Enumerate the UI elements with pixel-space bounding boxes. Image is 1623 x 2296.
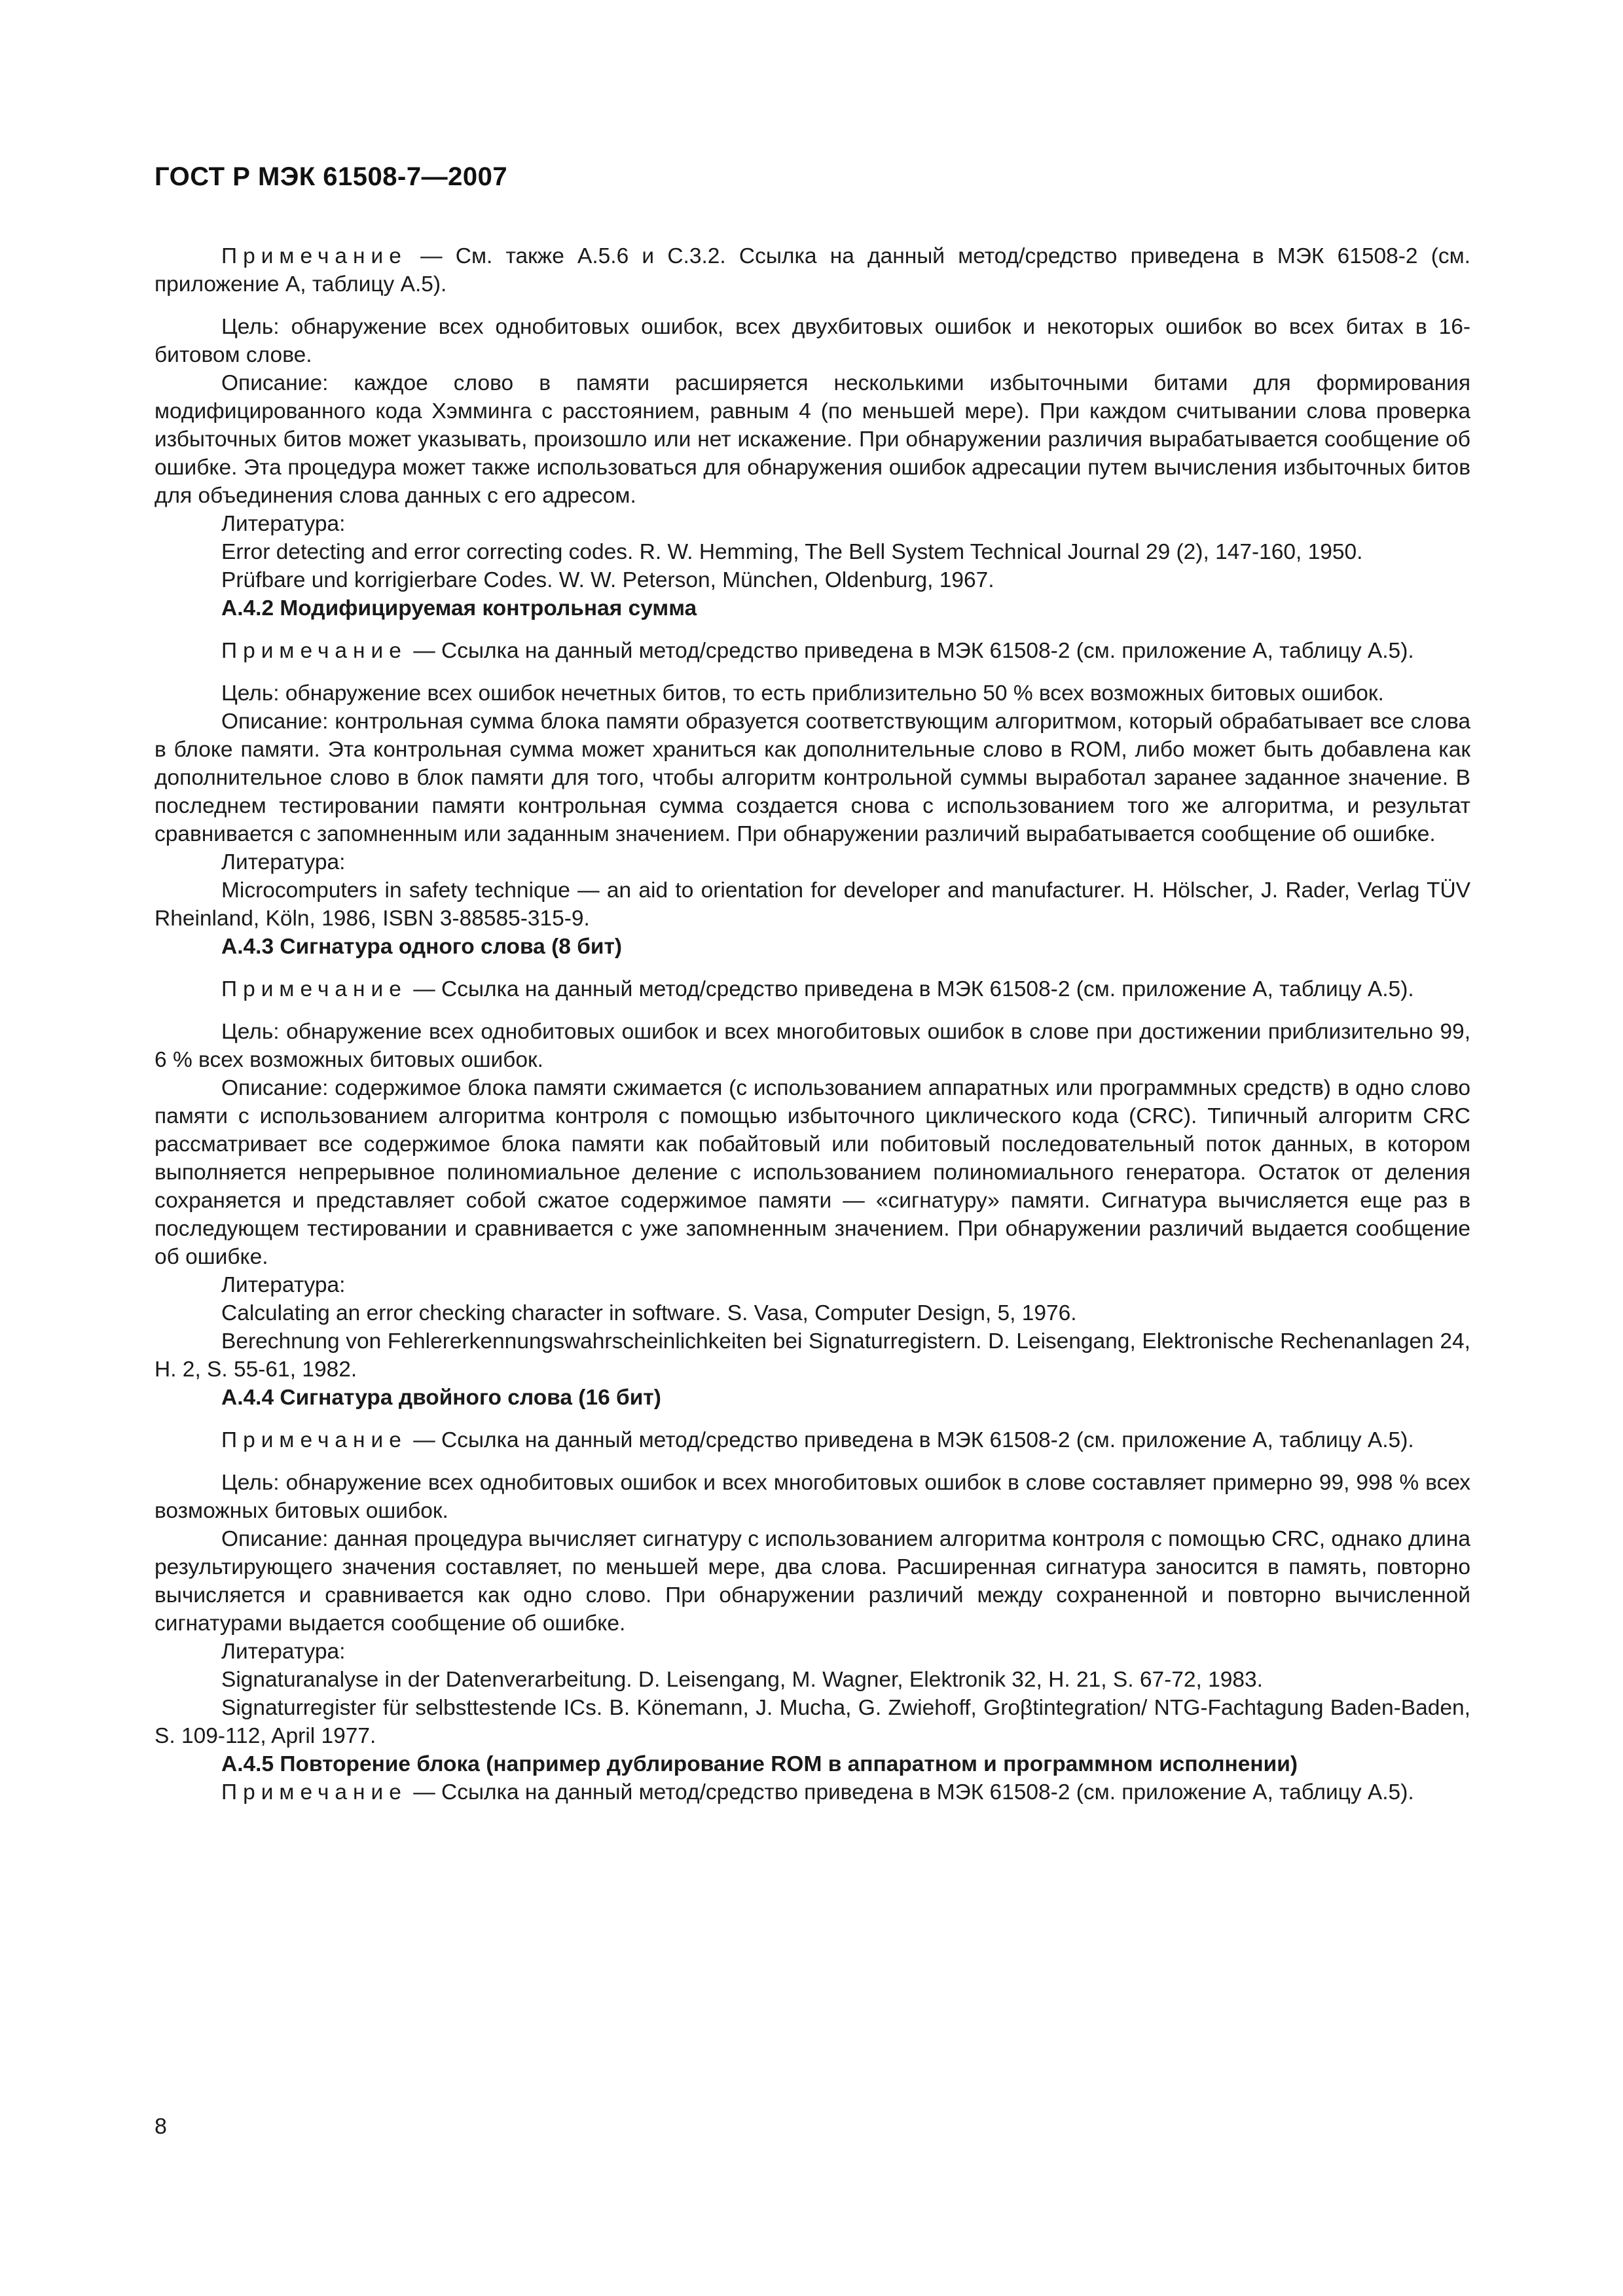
note-text: — Ссылка на данный метод/средство приведена в МЭК 61508-2 (см. приложение А, таблицу А.5).: [413, 1780, 1414, 1804]
reference-item: Signaturanalyse in der Datenverarbeitung. D. Leisengang, M. Wagner, Elektronik 32, H. 21, S. 67-72, 1983.: [221, 1668, 1263, 1692]
page-number: 8: [155, 2114, 167, 2139]
reference-item: Berechnung von Fehlererkennungswahrscheinlichkeiten bei Signaturregistern. D. Leisengang, Elektronische Rechenanlagen 24, H. 2, S. 55-61, 1982.: [155, 1329, 1470, 1382]
note-label: Примечание: [221, 639, 407, 663]
literature-label: Литература:: [221, 1640, 346, 1664]
note-text: — Ссылка на данный метод/средство приведена в МЭК 61508-2 (см. приложение А, таблицу А.5).: [413, 977, 1414, 1001]
purpose-paragraph: Цель: обнаружение всех однобитовых ошибок, всех двухбитовых ошибок и некоторых ошибок во всех битах в 16-битовом слове.: [155, 315, 1470, 367]
description-paragraph: Описание: контрольная сумма блока памяти образуется соответствующим алгоритмом, который обрабатывает все слова в блоке памяти. Эта контрольная сумма может храниться как дополнительные слово в ROM, либо может быть добавлена как дополнительное слово в блок памяти для того, чтобы алгоритм контрольной суммы выработал заранее заданное значение. В последнем тестировании памяти контрольная сумма создается снова с использованием того же алгоритма, и результат сравнивается с запомненным или заданным значением. При обнаружении различий вырабатывается сообщение об ошибке.: [155, 709, 1470, 846]
note-paragraph: [155, 975, 1470, 1003]
description-paragraph: Описание: содержимое блока памяти сжимается (с использованием аппаратных или программных средств) в одно слово памяти с использованием алгоритма контроля с помощью избыточного циклического кода (CRC). Типичный алгоритм CRC рассматривает все содержимое блока памяти как побайтовый или побитовый последовательный поток данных, в котором выполняется непрерывное полиномиальное деление с использованием полиномиального генератора. Остаток от деления сохраняется и представляет собой сжатое содержимое памяти — «сигнатуру» памяти. Сигнатура вычисляется еще раз в последующем тестировании и сравнивается с уже запомненным значением. При обнаружении различий выдается сообщение об ошибке.: [155, 1076, 1470, 1269]
reference-item: Calculating an error checking character in software. S. Vasa, Computer Design, 5, 1976.: [221, 1301, 1077, 1325]
note-paragraph: [155, 1426, 1470, 1454]
note-paragraph: [155, 242, 1470, 298]
literature-label: Литература:: [221, 850, 346, 874]
purpose-paragraph: Цель: обнаружение всех однобитовых ошибок и всех многобитовых ошибок в слове при достижении приблизительно 99, 6 % всех возможных битовых ошибок.: [155, 1020, 1470, 1072]
section-heading-a42: А.4.2 Модифицируемая контрольная сумма: [221, 596, 697, 620]
description-paragraph: Описание: данная процедура вычисляет сигнатуру с использованием алгоритма контроля с помощью CRC, однако длина результирующего значения составляет, по меньшей мере, два слова. Расширенная сигнатура заносится в память, повторно вычисляется и сравнивается как одно слово. При обнаружении различий между сохраненной и повторно вычисленной сигнатурами выдается сообщение об ошибке.: [155, 1527, 1470, 1636]
note-label: Примечание: [221, 1780, 407, 1804]
literature-label: Литература:: [221, 1273, 346, 1297]
literature-label: Литература:: [221, 512, 346, 536]
note-label: Примечание: [221, 244, 407, 268]
purpose-paragraph: Цель: обнаружение всех ошибок нечетных битов, то есть приблизительно 50 % всех возможных битовых ошибок.: [221, 681, 1384, 706]
note-text: — Ссылка на данный метод/средство приведена в МЭК 61508-2 (см. приложение А, таблицу А.5).: [413, 1428, 1414, 1452]
reference-item: Microcomputers in safety technique — an aid to orientation for developer and manufacturer. H. Hölscher, J. Rader, Verlag TÜV Rheinland, Köln, 1986, ISBN 3-88585-315-9.: [155, 878, 1470, 931]
section-heading-a44: А.4.4 Сигнатура двойного слова (16 бит): [221, 1386, 661, 1410]
note-label: Примечание: [221, 977, 407, 1001]
section-heading-a45: А.4.5 Повторение блока (например дублирование ROM в аппаратном и программном исполнении): [221, 1752, 1298, 1776]
document-body: [155, 242, 1470, 1806]
note-text: — См. также А.5.6 и С.3.2. Ссылка на данный метод/средство приведена в МЭК 61508-2 (см. приложение А, таблицу А.5).: [155, 244, 1470, 296]
purpose-paragraph: Цель: обнаружение всех однобитовых ошибок и всех многобитовых ошибок в слове составляет примерно 99, 998 % всех возможных битовых ошибок.: [155, 1471, 1470, 1523]
note-paragraph: [155, 1778, 1470, 1806]
reference-item: Prüfbare und korrigierbare Codes. W. W. Peterson, München, Oldenburg, 1967.: [221, 568, 994, 592]
note-label: Примечание: [221, 1428, 407, 1452]
document-header: ГОСТ Р МЭК 61508-7—2007: [155, 162, 508, 191]
reference-item: Signaturregister für selbsttestende ICs. B. Könemann, J. Mucha, G. Zwiehoff, Groβtintegration/ NTG-Fachtagung Baden-Baden, S. 109-112, April 1977.: [155, 1696, 1470, 1748]
section-heading-a43: А.4.3 Сигнатура одного слова (8 бит): [221, 935, 623, 959]
reference-item: Error detecting and error correcting codes. R. W. Hemming, The Bell System Technical Journal 29 (2), 147-160, 1950.: [221, 540, 1363, 564]
note-text: — Ссылка на данный метод/средство приведена в МЭК 61508-2 (см. приложение А, таблицу А.5).: [413, 639, 1414, 663]
description-paragraph: Описание: каждое слово в памяти расширяется несколькими избыточными битами для формирования модифицированного кода Хэмминга с расстоянием, равным 4 (по меньшей мере). При каждом считывании слова проверка избыточных битов может указывать, произошло или нет искажение. При обнаружении различия вырабатывается сообщение об ошибке. Эта процедура может также использоваться для обнаружения ошибок адресации путем вычисления избыточных битов для объединения слова данных с его адресом.: [155, 371, 1470, 508]
note-paragraph: [155, 637, 1470, 665]
